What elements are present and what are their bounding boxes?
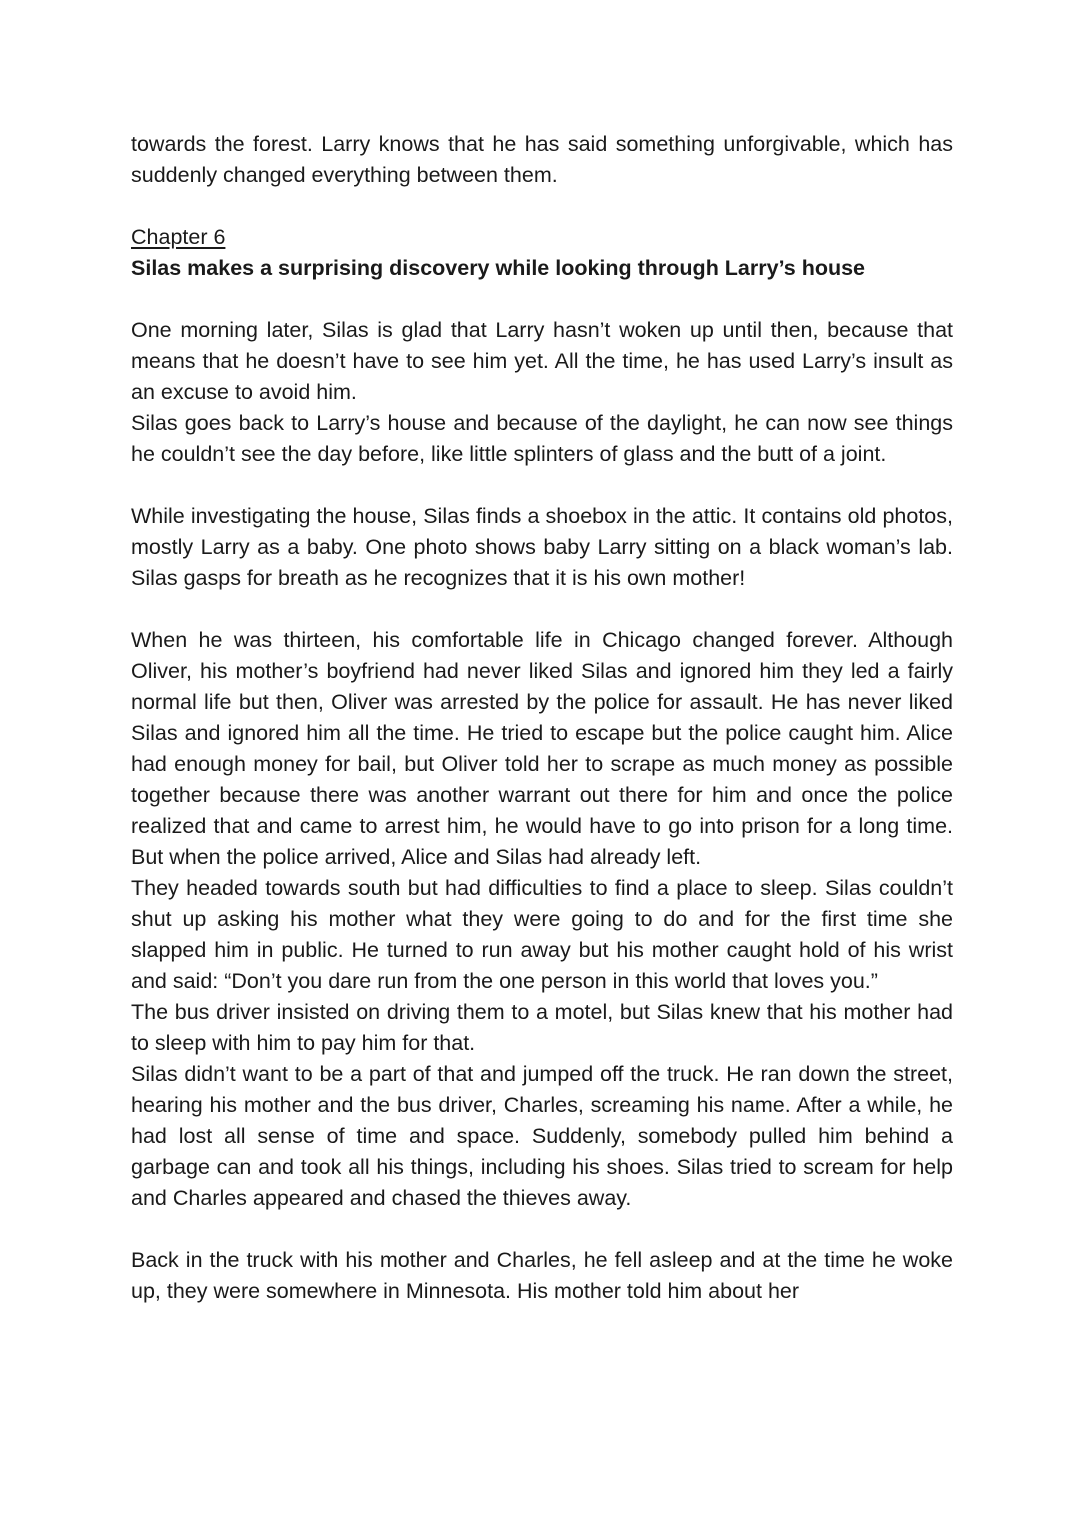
chapter-heading: Chapter 6 xyxy=(131,225,226,249)
paragraph-spacer xyxy=(131,1214,953,1245)
paragraph-spacer xyxy=(131,284,953,315)
intro-paragraph: towards the forest. Larry knows that he has said something unforgivable, which has suddenly changed everything between them. xyxy=(131,132,953,187)
paragraph: Silas didn’t want to be a part of that and jumped off the truck. He ran down the street, hearing his mother and the bus driver, Charles, screaming his name. After a while, he had lost all sense of time and space. Suddenly, somebody pulled him behind a garbage can and took all his things, including his shoes. Silas tried to scream for help and Charles appeared and chased the thieves away. xyxy=(131,1062,953,1210)
document-body xyxy=(131,129,953,1307)
paragraph-spacer xyxy=(131,594,953,625)
paragraph: One morning later, Silas is glad that Larry hasn’t woken up until then, because that means that he doesn’t have to see him yet. All the time, he has used Larry’s insult as an excuse to avoid him. xyxy=(131,318,953,404)
paragraph-spacer xyxy=(131,470,953,501)
paragraph: Back in the truck with his mother and Charles, he fell asleep and at the time he woke up, they were somewhere in Minnesota. His mother told him about her xyxy=(131,1248,953,1303)
paragraph: The bus driver insisted on driving them to a motel, but Silas knew that his mother had to sleep with him to pay him for that. xyxy=(131,1000,953,1055)
paragraph: They headed towards south but had difficulties to find a place to sleep. Silas couldn’t shut up asking his mother what they were going to do and for the first time she slapped him in public. He turned to run away but his mother caught hold of his wrist and said: “Don’t you dare run from the one person in this world that loves you.” xyxy=(131,876,953,993)
paragraph-spacer xyxy=(131,191,953,222)
chapter-title: Silas makes a surprising discovery while looking through Larry’s house xyxy=(131,256,866,280)
paragraph: Silas goes back to Larry’s house and because of the daylight, he can now see things he couldn’t see the day before, like little splinters of glass and the butt of a joint. xyxy=(131,411,953,466)
paragraph: While investigating the house, Silas finds a shoebox in the attic. It contains old photos, mostly Larry as a baby. One photo shows baby Larry sitting on a black woman’s lab. Silas gasps for breath as he recognizes that it is his own mother! xyxy=(131,504,953,590)
paragraph: When he was thirteen, his comfortable life in Chicago changed forever. Although Oliver, his mother’s boyfriend had never liked Silas and ignored him they led a fairly normal life but then, Oliver was arrested by the police for assault. He has never liked Silas and ignored him all the time. He tried to escape but the police caught him. Alice had enough money for bail, but Oliver told her to scrape as much money as possible together because there was another warrant out there for him and once the police realized that and came to arrest him, he would have to go into prison for a long time. But when the police arrived, Alice and Silas had already left. xyxy=(131,628,953,869)
